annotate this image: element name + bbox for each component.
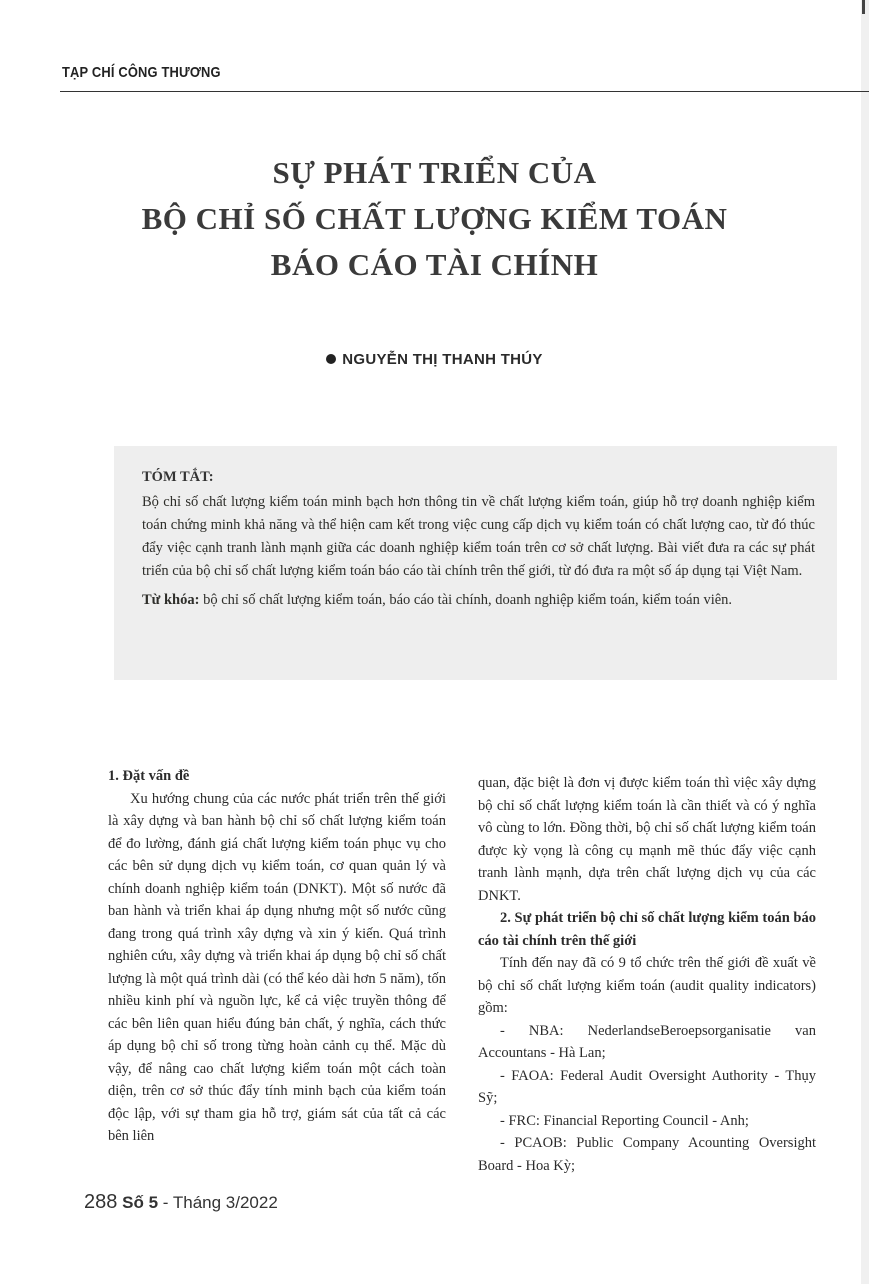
list-item: - FRC: Financial Reporting Council - Anh; xyxy=(500,1112,749,1129)
issue-date: - Tháng 3/2022 xyxy=(162,1193,278,1212)
right-column xyxy=(478,772,816,1177)
page-number: 288 xyxy=(84,1191,118,1213)
list-item: - FAOA: Federal Audit Oversight Authority - Thụy Sỹ; xyxy=(478,1067,816,1106)
author-name: NGUYỄN THỊ THANH THÚY xyxy=(342,351,543,368)
issue-number: 5 xyxy=(148,1193,159,1212)
bullet-icon xyxy=(326,354,336,364)
keywords-text: bộ chỉ số chất lượng kiểm toán, báo cáo tài chính, doanh nghiệp kiểm toán, kiểm toán viên. xyxy=(203,592,733,608)
edge-mark xyxy=(862,0,865,14)
left-column xyxy=(108,765,446,1148)
left-paragraph: Xu hướng chung của các nước phát triển trên thế giới là xây dựng và ban hành bộ chỉ số chất lượng kiểm toán để đo lường, đánh giá chất lượng kiểm toán phục vụ cho các bên sử dụng dịch vụ kiểm toán, cơ quan quản lý và chính doanh nghiệp kiểm toán (DNKT). Một số nước đã ban hành và triển khai áp dụng nhưng một số nước cũng đang trong quá trình xây dựng và xin ý kiến. Quá trình nghiên cứu, xây dựng và triển khai áp dụng bộ chỉ số chất lượng là một quá trình dài (có thể kéo dài hơn 5 năm), tốn nhiều kinh phí và nguồn lực, kể cả việc truyền thông để các bên liên quan hiểu đúng bản chất, ý nghĩa, cách thức áp dụng bộ chỉ số trong từng hoàn cảnh cụ thể. Mặc dù vậy, để nâng cao chất lượng kiểm toán một cách toàn diện, trên cơ sở thúc đẩy tính minh bạch của kiểm toán độc lập, với sự tham gia hỗ trợ, giám sát của tất cả các bên liên xyxy=(108,790,446,1144)
issue-label: Số xyxy=(122,1193,144,1212)
section-heading-2: 2. Sự phát triển bộ chỉ số chất lượng kiểm toán báo cáo tài chính trên thế giới xyxy=(478,910,816,949)
keywords-label: Từ khóa: xyxy=(142,592,200,608)
keywords xyxy=(142,589,815,612)
abstract-box xyxy=(114,446,837,680)
list-item: - PCAOB: Public Company Acounting Oversight Board - Hoa Kỳ; xyxy=(478,1135,816,1174)
title-line-3: BÁO CÁO TÀI CHÍNH xyxy=(270,247,599,282)
title-line-1: SỰ PHÁT TRIỂN CỦA xyxy=(272,155,597,190)
abstract-text: Bộ chỉ số chất lượng kiểm toán minh bạch hơn thông tin về chất lượng kiểm toán, giúp hỗ trợ doanh nghiệp kiểm toán chứng minh khả năng và thể hiện cam kết trong việc cung cấp dịch vụ kiểm toán có chất lượng cao, từ đó thúc đẩy việc cạnh tranh lành mạnh giữa các doanh nghiệp kiểm toán trên cơ sở chất lượng. Bài viết đưa ra các sự phát triển của bộ chỉ số chất lượng kiểm toán báo cáo tài chính trên thế giới, từ đó đưa ra một số áp dụng tại Việt Nam. xyxy=(142,494,815,579)
page-footer xyxy=(84,1191,278,1214)
article-title xyxy=(0,150,869,288)
title-line-2: BỘ CHỈ SỐ CHẤT LƯỢNG KIỂM TOÁN xyxy=(141,201,728,236)
right-intro: Tính đến nay đã có 9 tổ chức trên thế giới đề xuất về bộ chỉ số chất lượng kiểm toán (audit quality indicators) gồm: xyxy=(478,955,816,1016)
abstract-label: TÓM TẮT: xyxy=(142,469,214,485)
author-line xyxy=(0,351,869,368)
header-rule xyxy=(60,91,869,92)
section-heading-1: 1. Đặt vấn đề xyxy=(108,768,190,784)
list-item: - NBA: NederlandseBeroepsorganisatie van Accountans - Hà Lan; xyxy=(478,1022,816,1061)
journal-header: TẠP CHÍ CÔNG THƯƠNG xyxy=(62,64,221,81)
right-continuation: quan, đặc biệt là đơn vị được kiểm toán thì việc xây dựng bộ chỉ số chất lượng kiểm toán là cần thiết và có ý nghĩa vô cùng to lớn. Đồng thời, bộ chỉ số chất lượng kiểm toán được kỳ vọng là công cụ mạnh mẽ thúc đẩy việc cạnh tranh lành mạnh, dựa trên chất lượng dịch vụ của các DNKT. xyxy=(478,775,816,904)
